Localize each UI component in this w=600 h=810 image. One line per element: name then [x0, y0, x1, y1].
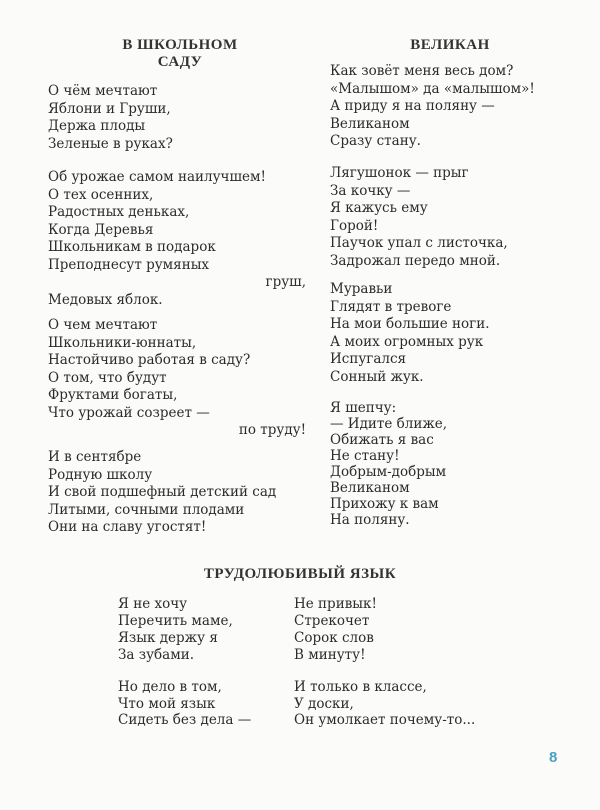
- verse-line: Настойчиво работая в саду?: [48, 352, 251, 368]
- verse-line: Медовых яблок.: [48, 291, 163, 308]
- verse-line: Горой!: [330, 217, 379, 234]
- verse-line: по труду!: [238, 422, 306, 438]
- verse-line: Фруктами богаты,: [48, 387, 178, 403]
- verse-line: О чём мечтают: [48, 83, 158, 99]
- verse-line: Сорок слов: [294, 630, 374, 646]
- verse-line: Но дело в том,: [118, 679, 222, 695]
- page-number: 8: [549, 749, 558, 766]
- verse-line: Зеленые в руках?: [48, 135, 173, 152]
- stanza: [294, 679, 514, 729]
- verse-line: Родную школу: [48, 466, 153, 483]
- stanza: [330, 281, 590, 386]
- verse-line: О тех осенних,: [48, 186, 154, 203]
- verse-line: — Идите ближе,: [330, 416, 448, 432]
- verse-line: В минуту!: [294, 647, 366, 663]
- verse-line: Не привык!: [294, 596, 377, 612]
- verse-line: Он умолкает почему-то...: [294, 712, 476, 728]
- verse-line: Они на славу угостят!: [48, 519, 207, 535]
- poem-title: [0, 566, 600, 583]
- verse-line: О чем мечтают: [48, 317, 158, 333]
- verse-line: Сразу стану.: [330, 133, 421, 149]
- stanza: [48, 317, 306, 440]
- verse-line: А приду я на поляну —: [330, 98, 495, 114]
- verse-line: Прихожу к вам: [330, 496, 439, 512]
- stanza: [118, 596, 288, 664]
- verse-line: И свой подшефный детский сад: [48, 484, 277, 500]
- stanza: [118, 679, 288, 729]
- verse-line: Добрым-добрым: [330, 464, 447, 480]
- verse-line: Я кажусь ему: [330, 200, 428, 216]
- verse-line: Яблони и Груши,: [48, 100, 171, 117]
- verse-line: На поляну.: [330, 512, 410, 528]
- verse-line: Лягушонок — прыг: [330, 165, 469, 181]
- verse-line: Глядят в тревоге: [330, 298, 452, 315]
- verse-line: Радостных деньках,: [48, 204, 190, 220]
- poem-title: [40, 37, 320, 71]
- verse-line: Школьники-юннаты,: [48, 334, 197, 351]
- verse-line: Язык держу я: [118, 630, 218, 646]
- stanza: [48, 449, 306, 537]
- stanza: [330, 63, 590, 151]
- stanza: [294, 596, 494, 664]
- verse-line: Что мой язык: [118, 695, 216, 712]
- verse-line: Задрожал передо мной.: [330, 252, 501, 269]
- verse-line: Литыми, сочными плодами: [48, 501, 245, 518]
- verse-line: О том, что будут: [48, 369, 167, 386]
- verse-line: На мои большие ноги.: [330, 316, 490, 332]
- stanza: [330, 165, 590, 270]
- verse-line: Великаном: [330, 480, 410, 496]
- verse-line: Я не хочу: [118, 596, 188, 612]
- verse-line: За зубами.: [118, 647, 195, 663]
- verse-line: Стрекочет: [294, 613, 370, 629]
- verse-line: «Малышом» да «малышом»!: [330, 80, 535, 97]
- verse-line: Как зовёт меня весь дом?: [330, 63, 514, 79]
- verse-line: Сидеть без дела —: [118, 712, 252, 728]
- verse-line: У доски,: [294, 695, 354, 712]
- verse-line: Держа плоды: [48, 118, 146, 134]
- verse-line: Школьникам в подарок: [48, 239, 216, 255]
- verse-line: Испугался: [330, 351, 407, 367]
- verse-line: Преподнесут румяных: [48, 256, 210, 273]
- poem-title: [300, 37, 600, 54]
- verse-line: Когда Деревья: [48, 221, 154, 238]
- verse-line: Я шепчу:: [330, 400, 397, 416]
- verse-line: И только в классе,: [294, 679, 427, 695]
- verse-line: Сонный жук.: [330, 368, 424, 385]
- verse-line: И в сентябре: [48, 449, 142, 465]
- stanza: [48, 169, 306, 309]
- verse-line: Муравьи: [330, 281, 393, 297]
- verse-line: Что урожай созреет —: [48, 404, 210, 421]
- verse-line: Перечить маме,: [118, 613, 233, 629]
- poem-title-line: ВЕЛИКАН: [410, 37, 490, 53]
- verse-line: За кочку —: [330, 182, 411, 199]
- verse-line: Великаном: [330, 115, 410, 132]
- verse-line: груш,: [265, 274, 306, 290]
- poem-title-line: ТРУДОЛЮБИВЫЙ ЯЗЫК: [203, 566, 397, 582]
- verse-line: Не стану!: [330, 448, 400, 464]
- verse-line: А моих огромных рук: [330, 333, 484, 350]
- poem-title-line: В ШКОЛЬНОМ: [122, 37, 238, 53]
- stanza: [330, 400, 590, 528]
- stanza: [48, 83, 306, 153]
- verse-line: Паучок упал с листочка,: [330, 235, 508, 251]
- verse-line: Обижать я вас: [330, 432, 434, 448]
- verse-line: Об урожае самом наилучшем!: [48, 169, 266, 185]
- poem-title-line: САДУ: [157, 54, 203, 70]
